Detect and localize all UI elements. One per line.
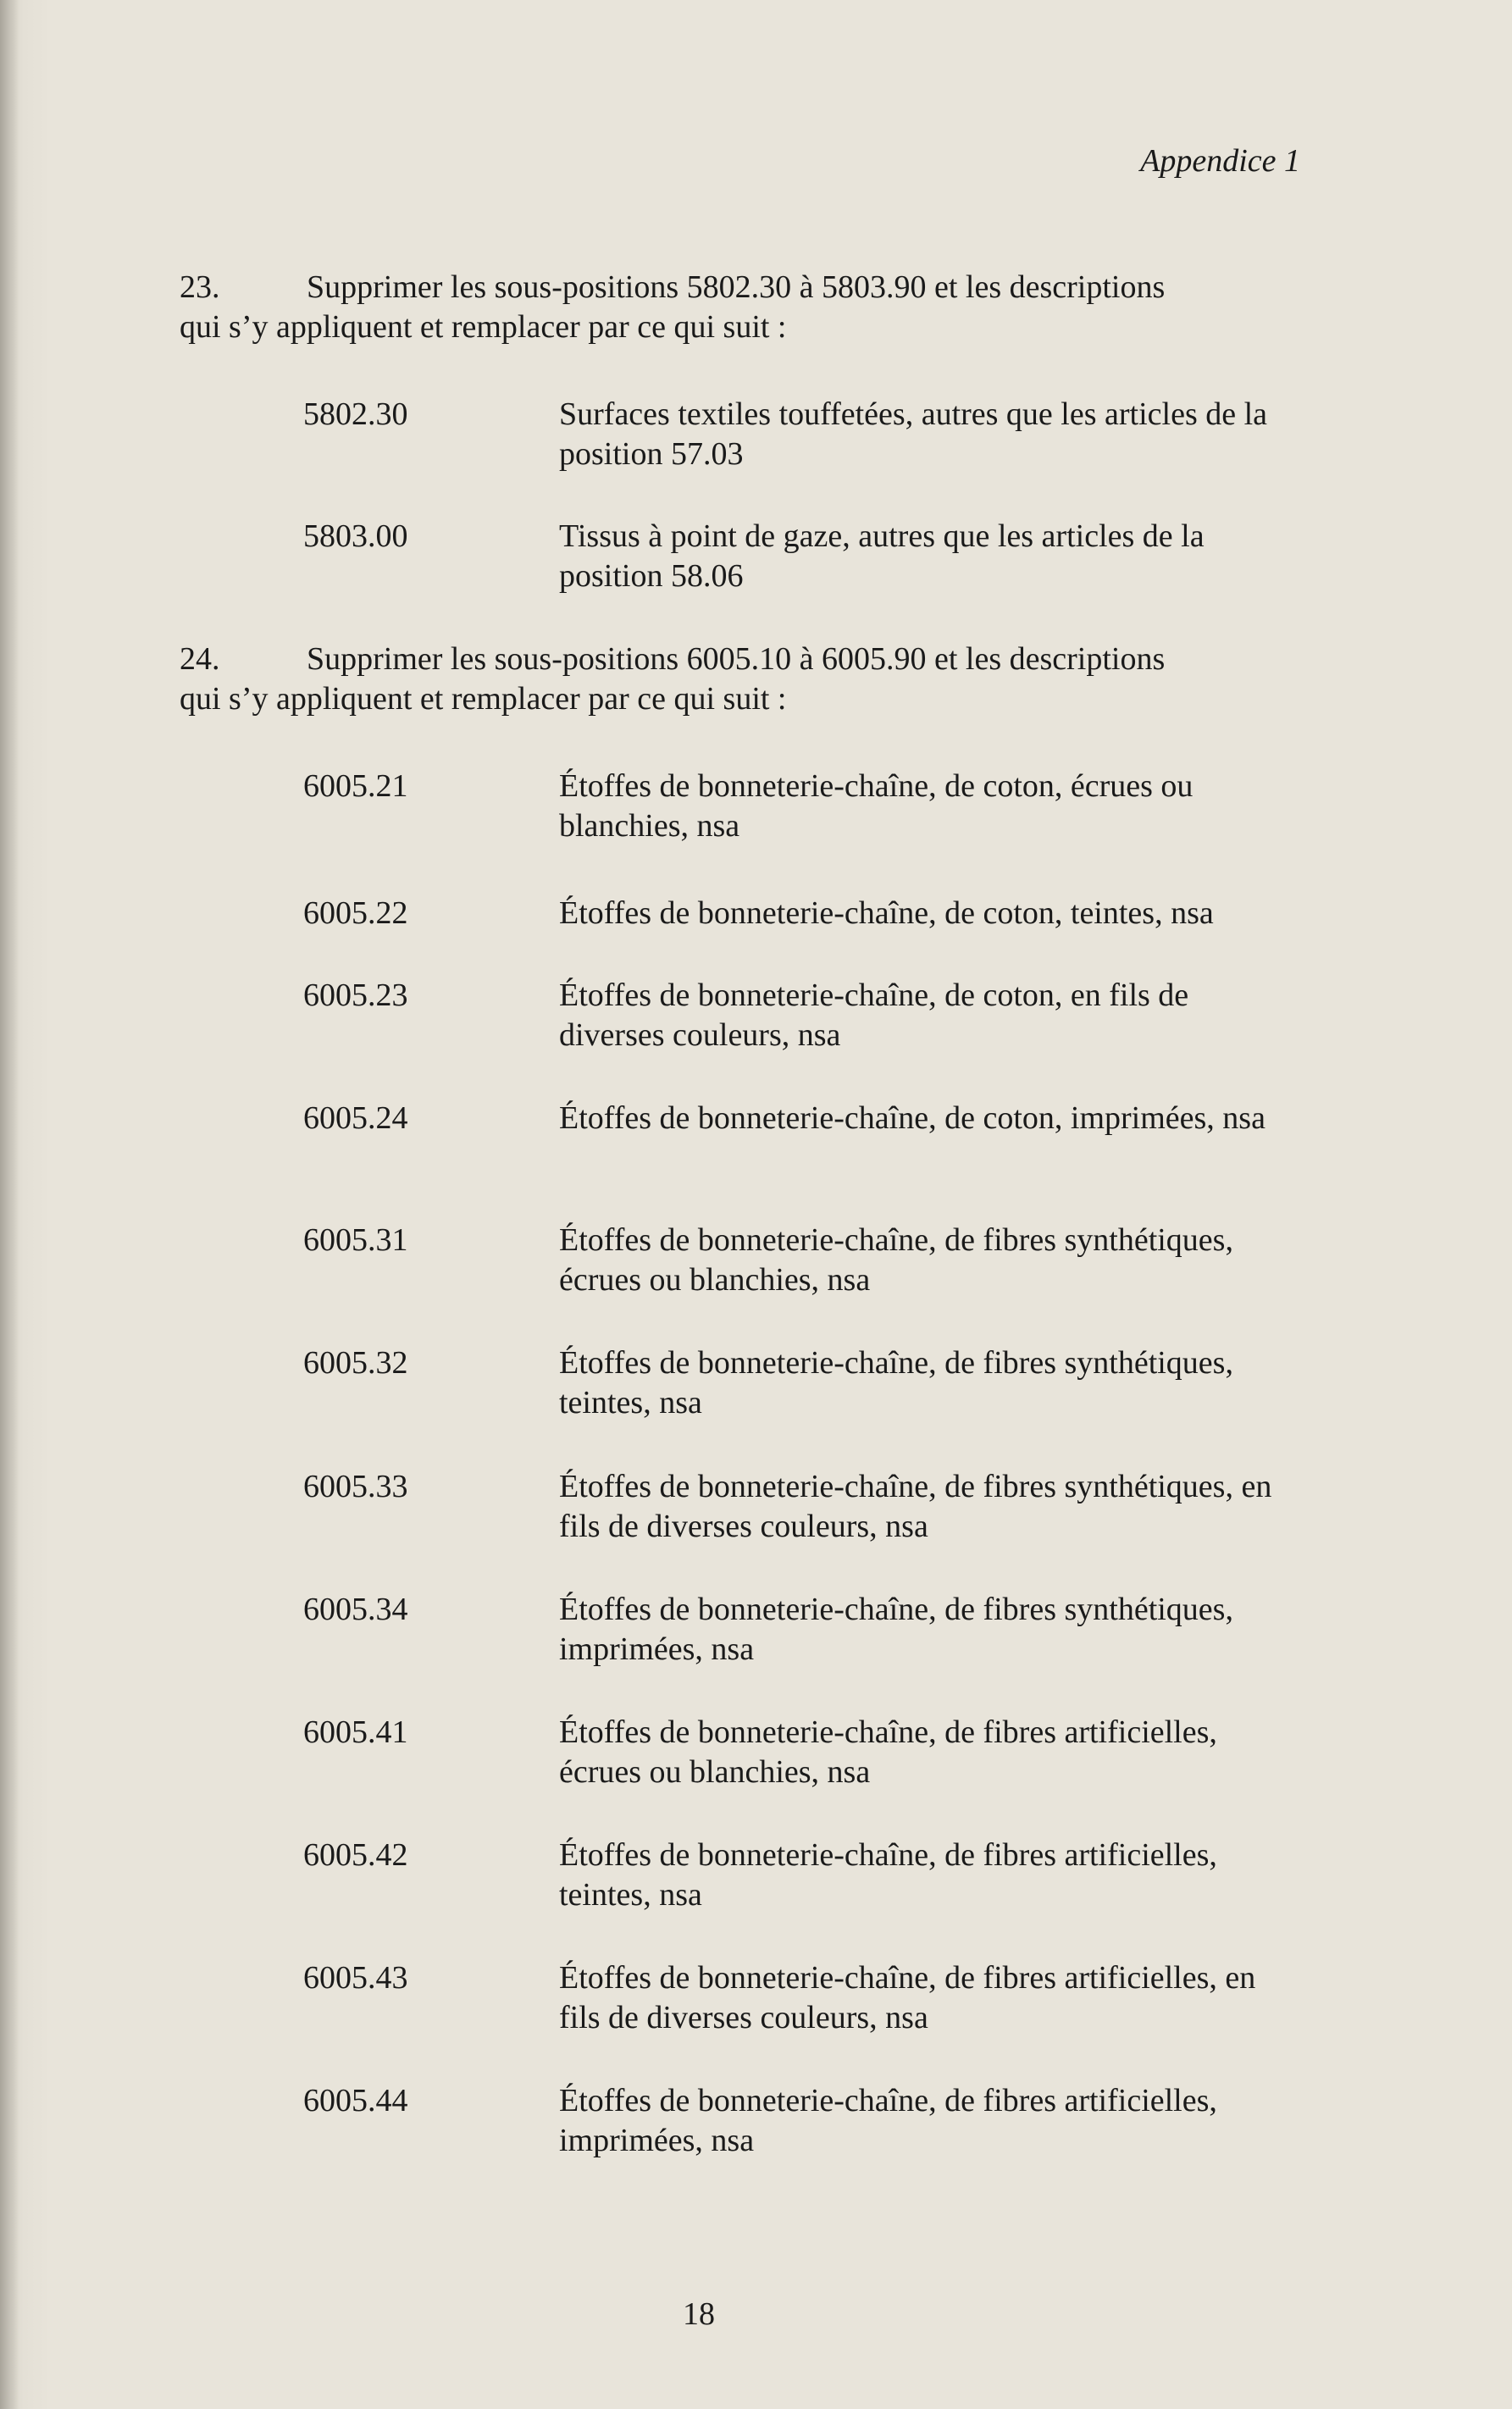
section-number: 24. bbox=[180, 641, 220, 677]
tariff-description: Étoffes de bonneterie-chaîne, de fibres synthétiques, en fils de diverses couleurs, nsa bbox=[559, 1469, 1272, 1544]
tariff-description: Étoffes de bonneterie-chaîne, de fibres artificielles, teintes, nsa bbox=[559, 1837, 1217, 1913]
tariff-description: Étoffes de bonneterie-chaîne, de fibres synthétiques, imprimées, nsa bbox=[559, 1592, 1233, 1667]
tariff-code: 6005.21 bbox=[303, 768, 408, 804]
tariff-description: Étoffes de bonneterie-chaîne, de coton, teintes, nsa bbox=[559, 895, 1214, 931]
tariff-description: Tissus à point de gaze, autres que les articles de la position 58.06 bbox=[559, 518, 1205, 594]
tariff-description: Étoffes de bonneterie-chaîne, de fibres synthétiques, teintes, nsa bbox=[559, 1345, 1233, 1420]
instruction-line-2: qui s’y appliquent et remplacer par ce qui suit : bbox=[180, 681, 787, 717]
instruction-text: Supprimer les sous-positions 5802.30 à 5803.90 et les descriptions bbox=[307, 269, 1166, 305]
tariff-description: Étoffes de bonneterie-chaîne, de fibres artificielles, en fils de diverses couleurs, nsa bbox=[559, 1960, 1256, 2035]
tariff-description: Étoffes de bonneterie-chaîne, de coton, imprimées, nsa bbox=[559, 1100, 1266, 1136]
tariff-code: 6005.22 bbox=[303, 895, 408, 931]
tariff-code: 6005.43 bbox=[303, 1960, 408, 1996]
section-23-instruction bbox=[180, 268, 1298, 347]
page-number: 18 bbox=[683, 2296, 715, 2332]
instruction-line-1 bbox=[180, 640, 1298, 679]
tariff-code: 6005.41 bbox=[303, 1714, 408, 1750]
tariff-code: 6005.33 bbox=[303, 1469, 408, 1504]
instruction-line-1 bbox=[180, 268, 1298, 307]
instruction-text: Supprimer les sous-positions 6005.10 à 6005.90 et les descriptions bbox=[307, 641, 1166, 677]
tariff-code: 6005.42 bbox=[303, 1837, 408, 1873]
tariff-code: 5803.00 bbox=[303, 518, 408, 554]
tariff-code: 6005.32 bbox=[303, 1345, 408, 1381]
tariff-code: 6005.23 bbox=[303, 977, 408, 1013]
binding-gutter bbox=[0, 0, 19, 2409]
section-24-instruction bbox=[180, 640, 1298, 719]
tariff-code: 6005.34 bbox=[303, 1592, 408, 1627]
tariff-code: 5802.30 bbox=[303, 396, 408, 432]
tariff-description: Surfaces textiles touffetées, autres que les articles de la position 57.03 bbox=[559, 396, 1268, 472]
tariff-description: Étoffes de bonneterie-chaîne, de fibres synthétiques, écrues ou blanchies, nsa bbox=[559, 1222, 1233, 1298]
tariff-description: Étoffes de bonneterie-chaîne, de coton, écrues ou blanchies, nsa bbox=[559, 768, 1194, 844]
tariff-description: Étoffes de bonneterie-chaîne, de coton, en fils de diverses couleurs, nsa bbox=[559, 977, 1189, 1053]
tariff-code: 6005.24 bbox=[303, 1100, 408, 1136]
section-number: 23. bbox=[180, 269, 220, 305]
tariff-code: 6005.44 bbox=[303, 2083, 408, 2118]
running-header: Appendice 1 bbox=[1140, 143, 1300, 179]
tariff-description: Étoffes de bonneterie-chaîne, de fibres artificielles, écrues ou blanchies, nsa bbox=[559, 1714, 1217, 1790]
instruction-line-2: qui s’y appliquent et remplacer par ce qui suit : bbox=[180, 309, 787, 345]
tariff-code: 6005.31 bbox=[303, 1222, 408, 1258]
tariff-description: Étoffes de bonneterie-chaîne, de fibres artificielles, imprimées, nsa bbox=[559, 2083, 1217, 2158]
